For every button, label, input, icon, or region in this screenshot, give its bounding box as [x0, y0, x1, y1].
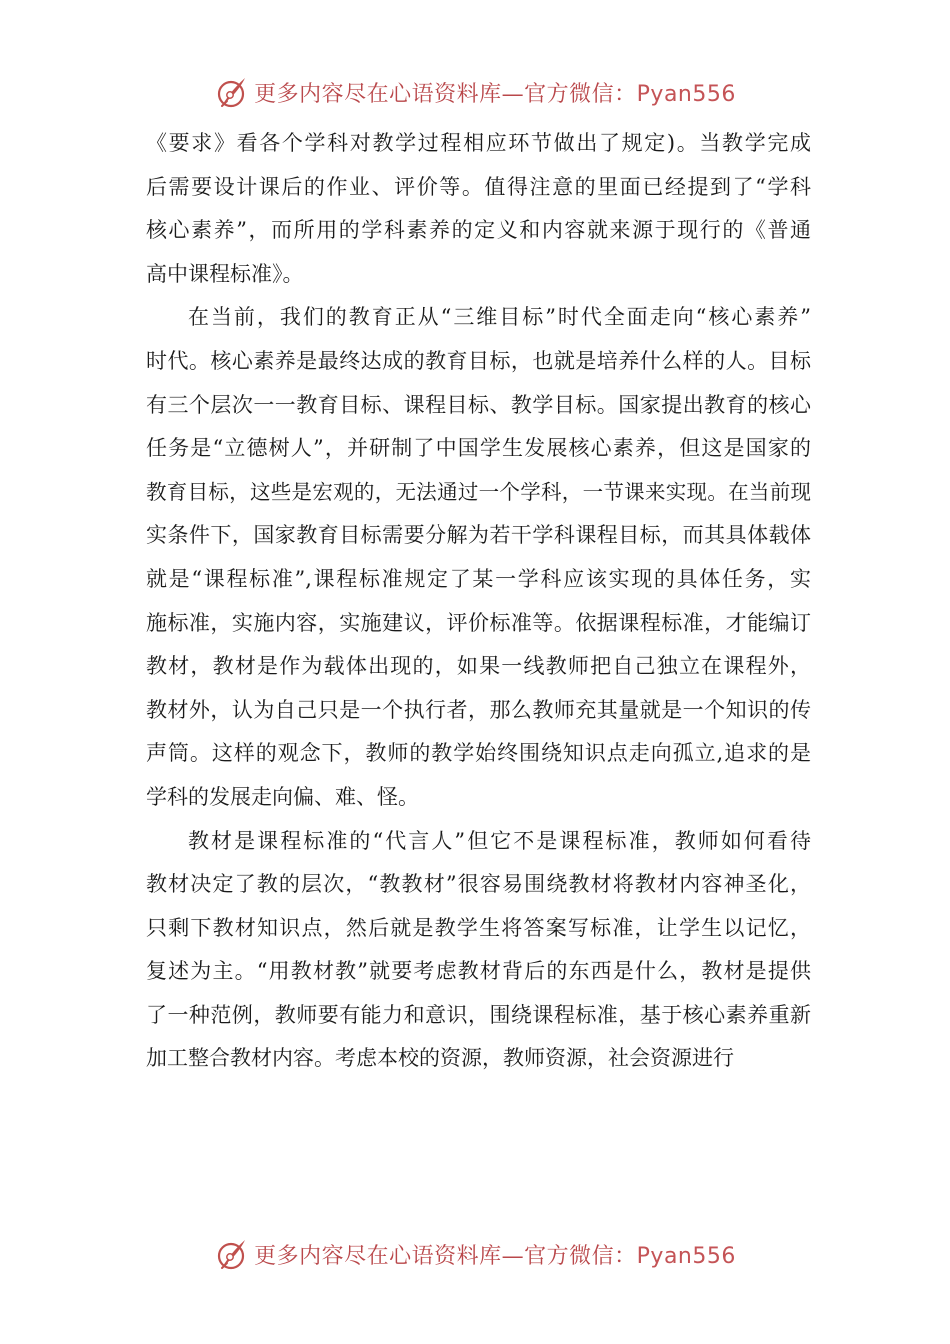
text-line: 施标准，实施内容，实施建议，评价标准等。依据课程标准，才能编订	[146, 610, 811, 635]
text-line: 教育目标，这些是宏观的，无法通过一个学科，一节课来实现。在当前现	[146, 479, 811, 504]
header-banner	[0, 72, 950, 112]
text-line: 声筒。这样的观念下，教师的教学始终围绕知识点走向孤立,追求的是	[146, 741, 811, 766]
text-line: 就是“课程标准”,课程标准规定了某一学科应该实现的具体任务，实	[146, 566, 811, 591]
text-line: 在当前，我们的教育正从“三维目标”时代全面走向“核心素养”	[188, 305, 811, 330]
footer-banner	[0, 1234, 950, 1274]
text-line: 了一种范例，教师要有能力和意识，围绕课程标准，基于核心素养重新	[146, 1002, 811, 1027]
quill-seal-icon	[214, 1236, 250, 1272]
header-text: 更多内容尽在心语资料库—官方微信：	[254, 81, 637, 107]
paragraph	[146, 296, 811, 819]
text-line: 《要求》看各个学科对教学过程相应环节做出了规定)。当教学完成	[146, 131, 811, 155]
text-line: 教材外，认为自己只是一个执行者，那么教师充其量就是一个知识的传	[146, 697, 811, 722]
text-line: 只剩下教材知识点，然后就是教学生将答案写标准，让学生以记忆，	[146, 915, 811, 940]
text-line: 有三个层次一一教育目标、课程目标、教学目标。国家提出教育的核心	[146, 392, 811, 417]
quill-seal-icon	[214, 74, 250, 110]
text-line: 时代。核心素养是最终达成的教育目标，也就是培养什么样的人。目标	[146, 348, 811, 373]
text-line: 后需要设计课后的作业、评价等。值得注意的里面已经提到了“学科	[146, 174, 811, 199]
header-wechat-id: Pyan556	[636, 81, 736, 107]
paragraph	[146, 122, 811, 296]
paragraph	[146, 820, 811, 1082]
text-line: 教材决定了教的层次，“教教材”很容易围绕教材将教材内容神圣化，	[146, 872, 811, 897]
text-line: 学科的发展走向偏、难、怪。	[146, 784, 419, 809]
text-line: 复述为主。“用教材教”就要考虑教材背后的东西是什么，教材是提供	[146, 959, 811, 984]
text-line: 核心素养”，而所用的学科素养的定义和内容就来源于现行的《普通	[146, 218, 811, 243]
text-line: 高中课程标准》。	[146, 261, 304, 286]
text-line: 加工整合教材内容。考虑本校的资源，教师资源，社会资源进行	[146, 1046, 734, 1071]
text-line: 教材是课程标准的“代言人”但它不是课程标准，教师如何看待	[188, 828, 811, 853]
text-line: 任务是“立德树人”，并研制了中国学生发展核心素养，但这是国家的	[146, 436, 811, 461]
footer-wechat-id: Pyan556	[636, 1243, 736, 1269]
text-line: 实条件下，国家教育目标需要分解为若干学科课程目标，而其具体载体	[146, 523, 811, 548]
document-body	[146, 122, 811, 1081]
footer-text: 更多内容尽在心语资料库—官方微信：	[254, 1243, 637, 1269]
text-line: 教材，教材是作为载体出现的，如果一线教师把自己独立在课程外，	[146, 654, 811, 679]
